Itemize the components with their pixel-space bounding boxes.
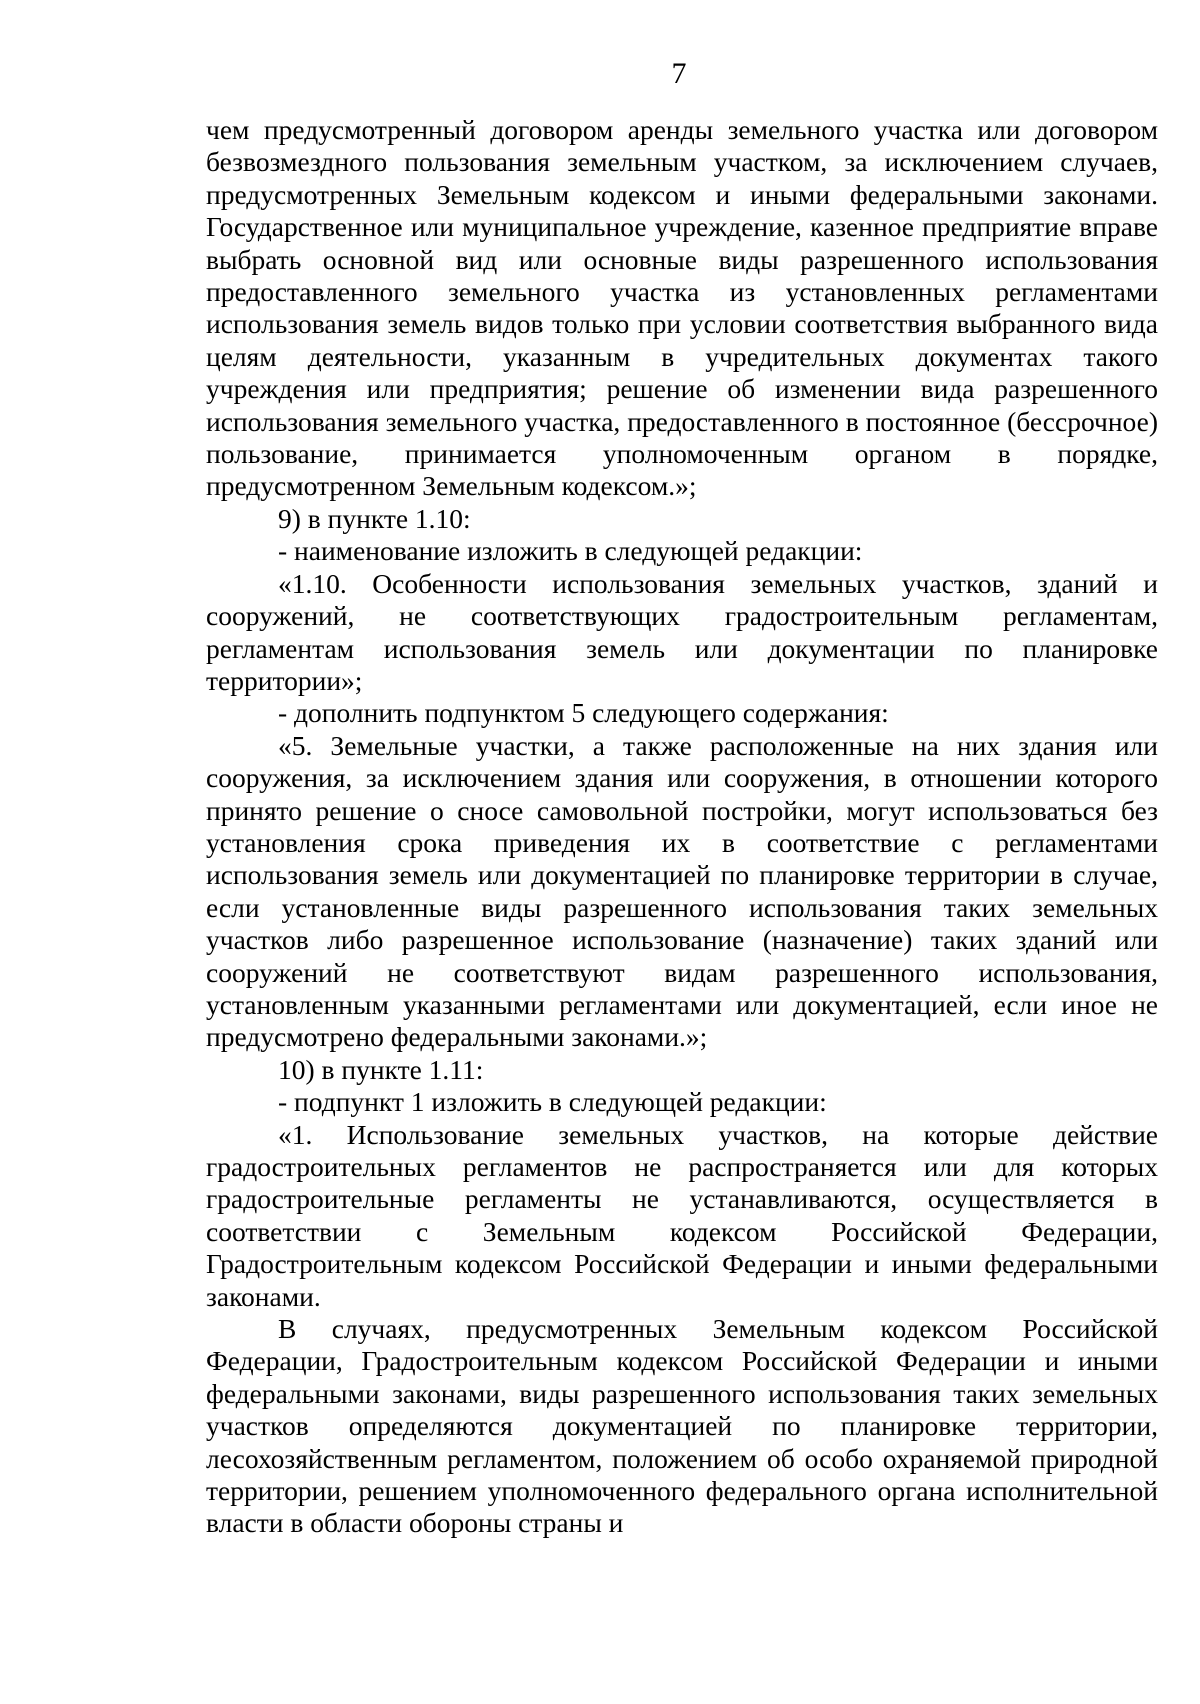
paragraph-continuation: чем предусмотренный договором аренды земельного участка или договором безвозмездного пользования земельным участком, за исключением случаев, предусмотренных Земельным кодексом и иными федеральными законами. Государственное или муниципальное учреждение, казенное предприятие вправе выбрать основной вид или основные виды разрешенного использования предоставленного земельного участка из установленных регламентами использования земель видов только при условии соответствия выбранного вида целям деятельности, указанным в учредительных документах такого учреждения или предприятия; решение об изменении вида разрешенного использования земельного участка, предоставленного в постоянное (бессрочное) пользование, принимается уполномоченным органом в порядке, предусмотренном Земельным кодексом.»; — [206, 114, 1158, 502]
paragraph-subitem-5-text: «5. Земельные участки, а также расположенные на них здания или сооружения, за исключением здания или сооружения, в отношении которого принято решение о сносе самовольной постройки, могут использоваться без установления срока приведения их в соответствие с регламентами использования земель или документацией по планировке территории в случае, если установленные виды разрешенного использования таких земельных участков либо разрешенное использование (назначение) таких зданий или сооружений не соответствуют видам разрешенного использования, установленным указанными регламентами или документацией, если иное не предусмотрено федеральными законами.»; — [206, 729, 1158, 1053]
paragraph-item-10: 10) в пункте 1.11: — [278, 1053, 484, 1085]
paragraph-subitem-1-change: - подпункт 1 изложить в следующей редакции: — [278, 1086, 827, 1118]
document-body — [206, 114, 1158, 1540]
paragraph-subitem-1-text: «1. Использование земельных участков, на которые действие градостроительных регламентов не распространяется или для которых градостроительные регламенты не устанавливаются, осуществляется в соответствии с Земельным кодексом Российской Федерации, Градостроительным кодексом Российской Федерации и иными федеральными законами. — [206, 1118, 1158, 1312]
paragraph-cases-text: В случаях, предусмотренных Земельным кодексом Российской Федерации, Градостроительным кодексом Российской Федерации и иными федеральными законами, виды разрешенного использования таких земельных участков определяются документацией по планировке территории, лесохозяйственным регламентом, положением об особо охраняемой природной территории, решением уполномоченного федерального органа исполнительной власти в области обороны страны и — [206, 1313, 1158, 1539]
paragraph-item-9: 9) в пункте 1.10: — [278, 502, 471, 534]
page-number: 7 — [671, 57, 687, 90]
paragraph-title-change: - наименование изложить в следующей редакции: — [278, 535, 863, 567]
paragraph-add-subitem-5: - дополнить подпунктом 5 следующего содержания: — [278, 697, 889, 729]
paragraph-new-title-1-10: «1.10. Особенности использования земельных участков, зданий и сооружений, не соответствующих градостроительным регламентам, регламентам использования земель или документации по планировке территории»; — [206, 567, 1158, 696]
